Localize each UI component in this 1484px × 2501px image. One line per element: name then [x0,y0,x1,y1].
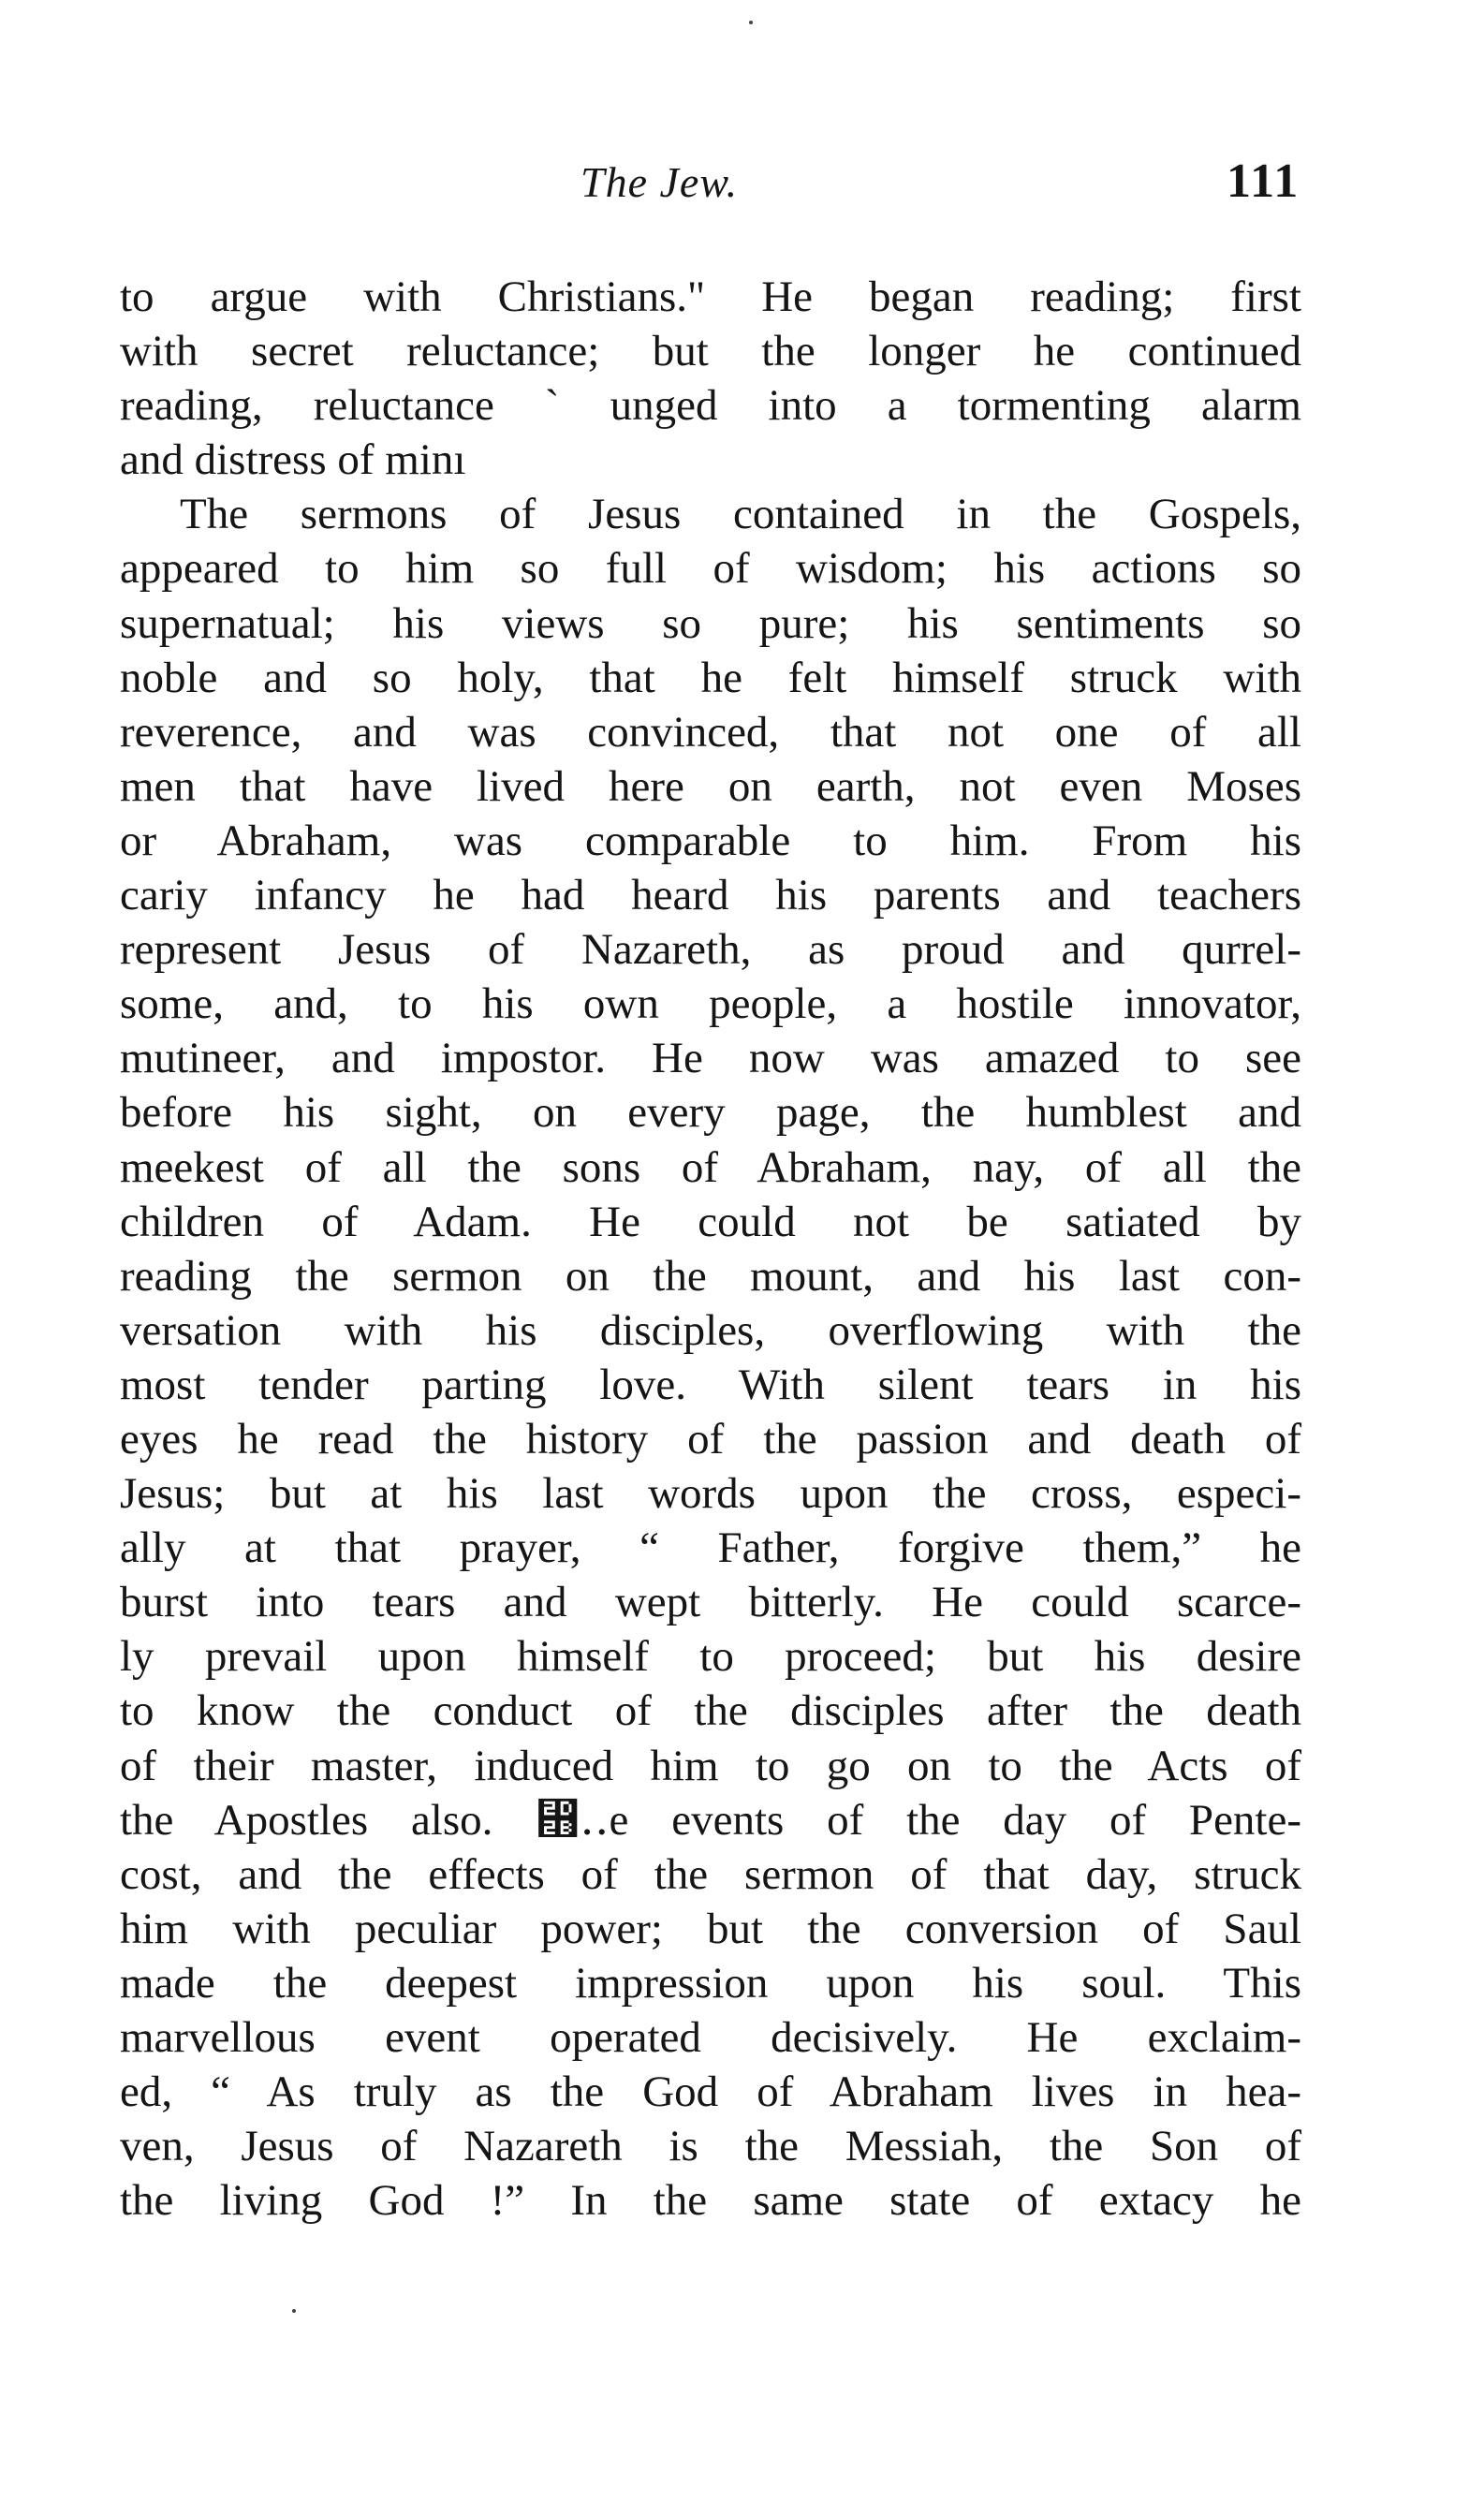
paragraph-first-line: The sermons of Jesus contained in the Gospels, [180,490,1301,539]
text-line: some, and, to his own people, a hostile innovator, [120,979,1301,1029]
text-line: marvellous event operated decisively. He exclaim- [120,2013,1301,2062]
text-line: men that have lived here on earth, not even Moses [120,761,1301,811]
text-line: children of Adam. He could not be satiated by [120,1197,1301,1246]
text-line: cariy infancy he had heard his parents and teachers [120,871,1301,920]
text-line: reading, reluctance ` unged into a tormenting alarm [120,381,1301,431]
text-line: ally at that prayer, “ Father, forgive them,” he [120,1523,1301,1573]
text-line: before his sight, on every page, the humblest and [120,1088,1301,1138]
text-line: cost, and the effects of the sermon of that day, struck [120,1849,1301,1899]
text-line: burst into tears and wept bitterly. He could scarce- [120,1578,1301,1627]
text-line: noble and so holy, that he felt himself struck with [120,653,1301,702]
text-line: of their master, induced him to go on to the Acts of [120,1741,1301,1790]
text-line: and distress of minı [120,435,466,485]
text-line: supernatual; his views so pure; his sentiments so [120,598,1301,648]
text-line: Jesus; but at his last words upon the cross, especi- [120,1469,1301,1519]
text-line: ed, “ As truly as the God of Abraham lives in hea- [120,2067,1301,2117]
text-line: most tender parting love. With silent tears in his [120,1360,1301,1409]
print-speck-top [749,21,753,24]
running-head-title: The Jew. [580,158,739,206]
text-line: him with peculiar power; but the conversion of Saul [120,1904,1301,1953]
text-line: eyes he read the history of the passion and death of [120,1414,1301,1464]
page-number: 111 [1227,154,1300,208]
text-line: ven, Jesus of Nazareth is the Messiah, the Son of [120,2122,1301,2171]
text-line: the Apostles also. ⴫‥e events of the day of Pente- [120,1795,1301,1845]
text-line: the living God !” In the same state of extacy he [120,2176,1301,2226]
text-line: reading the sermon on the mount, and his last con- [120,1251,1301,1301]
text-line: represent Jesus of Nazareth, as proud and qurrel- [120,925,1301,975]
text-line: meekest of all the sons of Abraham, nay, of all the [120,1142,1301,1192]
print-speck-bottom [292,2309,296,2313]
text-line: reverence, and was convinced, that not one of all [120,707,1301,757]
text-line: with secret reluctance; but the longer he continued [120,327,1301,376]
text-line: or Abraham, was comparable to him. From his [120,816,1301,865]
text-line: appeared to him so full of wisdom; his actions so [120,544,1301,594]
text-line: to know the conduct of the disciples after the death [120,1686,1301,1736]
text-line: made the deepest impression upon his soul. This [120,1958,1301,2008]
text-line: to argue with Christians." He began reading; first [120,272,1301,321]
text-line: mutineer, and impostor. He now was amazed to see [120,1034,1301,1083]
text-line: versation with his disciples, overflowing with the [120,1305,1301,1355]
body-text [120,270,1301,2228]
text-line: ly prevail upon himself to proceed; but his desire [120,1632,1301,1682]
